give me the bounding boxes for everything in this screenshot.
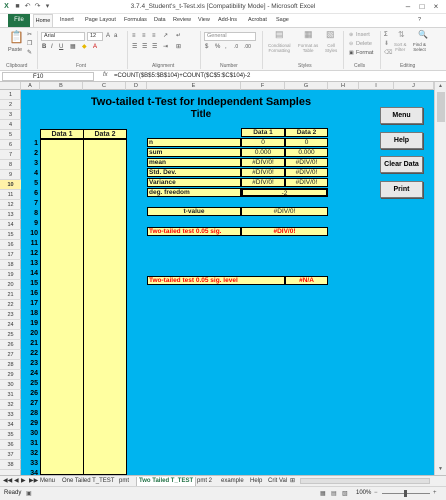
sig-level-label: Two-tailed test 0.05 sig. level [147,276,285,285]
data-row-number: 17 [30,300,38,307]
page-break-view-icon[interactable]: ▧ [342,491,348,497]
tab-page-layout[interactable]: Page Layout [85,17,116,23]
font-name-select[interactable]: Arial [41,32,85,41]
data-row-number: 19 [30,320,38,327]
divider [262,31,263,69]
stat-n-data2[interactable]: 0 [285,138,328,147]
insert-function-icon[interactable]: fx [103,72,108,78]
stat-std-dev-data1[interactable]: #DIV/0! [241,168,285,177]
row-header[interactable]: 26 [0,340,21,350]
sort-filter-button[interactable]: Sort & Filter [394,42,407,52]
deg-freedom-label: deg. freedom [147,188,241,197]
stats-header-data2: Data 2 [285,128,328,137]
column-header-j[interactable]: J [394,82,434,90]
zoom-in-icon[interactable]: + [433,490,437,496]
cell-styles-button[interactable]: Cell Styles [325,43,338,53]
tab-formulas[interactable]: Formulas [124,17,147,23]
data-row-number: 30 [30,430,38,437]
data-row-number: 16 [30,290,38,297]
data-row-number: 5 [34,180,38,187]
stat-mean-data1[interactable]: #DIV/0! [241,158,285,167]
row-header[interactable]: 11 [0,190,21,200]
data-row-number: 34 [30,470,38,475]
title-bar [0,0,446,14]
data-row-number: 24 [30,370,38,377]
row-header[interactable]: 21 [0,290,21,300]
increase-decimal-icon[interactable]: .0 [234,44,239,50]
data-row-number: 14 [30,270,38,277]
row-header[interactable]: 1 [0,90,21,100]
tab-file[interactable]: File [8,14,30,27]
column-header-g[interactable]: G [285,82,328,90]
tab-review[interactable]: Review [173,17,192,23]
column-header-a[interactable]: A [21,82,40,90]
first-sheet-icon[interactable]: ◀◀ [3,478,13,484]
sort-filter-icon[interactable]: ⇅ [398,30,405,39]
next-sheet-icon[interactable]: ▶ [21,478,26,484]
align-top-icon[interactable]: ≡ [132,33,136,39]
divider [380,31,381,69]
fill-icon[interactable]: ⬇ [384,41,390,47]
data-row-number: 23 [30,360,38,367]
tab-acrobat[interactable]: Acrobat [248,17,267,23]
cell-styles-icon[interactable]: ▧ [326,29,335,39]
last-sheet-icon[interactable]: ▶▶ [29,478,39,484]
sheet-tab-pmt-2[interactable]: pmt 2 [197,478,213,484]
row-header[interactable]: 35 [0,430,21,440]
group-label-font: Font [76,63,87,69]
horizontal-scrollbar[interactable] [300,478,430,484]
autosum-icon[interactable]: Σ [384,32,388,38]
row-header[interactable]: 18 [0,260,21,270]
ribbon-tabs [0,14,446,27]
format-as-table-button[interactable]: Format as Table [298,43,319,53]
data-row-number: 29 [30,420,38,427]
scroll-down-icon[interactable]: ▼ [438,466,443,472]
data-row-number: 1 [34,140,38,147]
row-header[interactable]: 32 [0,400,21,410]
row-header[interactable]: 7 [0,150,21,160]
prev-sheet-icon[interactable]: ◀ [14,478,19,484]
group-label-clipboard: Clipboard [6,63,28,69]
data-row-number: 26 [30,390,38,397]
row-header[interactable]: 8 [0,160,21,170]
stats-header-data1: Data 1 [241,128,285,137]
align-left-icon[interactable]: ☰ [132,44,138,50]
data-row-number: 12 [30,250,38,257]
data-row-number: 25 [30,380,38,387]
status-bar [0,486,446,500]
vertical-scrollbar[interactable] [434,82,446,475]
font-size-select[interactable]: 12 [87,32,103,41]
formula-input[interactable]: =COUNT($B$5:$B$104)+COUNT($C$5:$C$104)-2 [114,73,251,79]
undo-icon[interactable]: ↶ [24,3,31,10]
excel-logo-icon: X [4,3,9,10]
row-header[interactable]: 2 [0,100,21,110]
column-headers [0,82,446,90]
divider [127,31,128,69]
row-header[interactable]: 30 [0,380,21,390]
row-header[interactable]: 20 [0,280,21,290]
tab-data[interactable]: Data [154,17,166,23]
border-icon[interactable]: ▦ [70,44,76,50]
data-row-number: 22 [30,350,38,357]
align-middle-icon[interactable]: ≡ [142,33,146,39]
row-header[interactable]: 38 [0,460,21,470]
stat-label-std-dev: Std. Dev. [147,168,241,177]
row-header[interactable]: 36 [0,440,21,450]
divider [37,31,38,69]
tab-view[interactable]: View [198,17,210,23]
column-header-c[interactable]: C [83,82,126,90]
shrink-font-icon[interactable]: a [114,33,118,39]
stat-sum-data2[interactable]: 0.000 [285,148,328,157]
sheet-tab-help[interactable]: Help [250,478,263,484]
orientation-icon[interactable]: ↗ [163,33,169,39]
help-icon[interactable]: ? [418,17,422,23]
insert-button[interactable]: Insert [356,32,370,38]
row-header[interactable]: 37 [0,450,21,460]
stat-sum-data1[interactable]: 0.000 [241,148,285,157]
align-bottom-icon[interactable]: ≡ [152,33,156,39]
data-row-number: 27 [30,400,38,407]
select-all-corner[interactable] [0,82,21,90]
name-box[interactable]: F10 [2,72,94,81]
stat-std-dev-data2[interactable]: #DIV/0! [285,168,328,177]
row-header[interactable]: 14 [0,220,21,230]
find-select-icon[interactable]: 🔍 [418,30,428,39]
sheet-tabs-bar [0,475,446,486]
sheet-tab-crit-val[interactable]: Crit Val [268,478,288,484]
sheet-area [21,90,434,475]
align-right-icon[interactable]: ☰ [152,44,158,50]
row-header[interactable]: 6 [0,140,21,150]
row-header[interactable]: 19 [0,270,21,280]
data-row-number: 6 [34,190,38,197]
indent-icon[interactable]: ⇥ [163,44,169,50]
data-row-number: 13 [30,260,38,267]
bold-icon[interactable]: B [42,44,47,50]
data-row-number: 3 [34,160,38,167]
normal-view-icon[interactable]: ▦ [320,491,326,497]
column-header-h[interactable]: H [328,82,359,90]
decrease-decimal-icon[interactable]: .00 [244,44,251,50]
column-header-d[interactable]: D [126,82,147,90]
menu-button[interactable]: Menu [380,107,423,124]
group-label-editing: Editing [400,63,416,69]
sheet-subtitle: Title [190,109,212,120]
data-row-number: 9 [34,220,38,227]
zoom-level[interactable]: 100% [356,490,372,496]
row-header[interactable]: 33 [0,410,21,420]
scroll-up-icon[interactable]: ▲ [438,83,443,89]
scroll-thumb[interactable] [437,92,445,122]
row-header[interactable]: 22 [0,300,21,310]
data-row-number: 15 [30,280,38,287]
zoom-slider-thumb[interactable] [404,490,407,497]
align-center-icon[interactable]: ☰ [142,44,148,50]
row-header[interactable]: 13 [0,210,21,220]
format-cells-icon[interactable]: ▣ [349,50,354,56]
column-header-b[interactable]: B [40,82,83,90]
t-value-label: t-value [147,207,241,216]
row-header[interactable]: 23 [0,310,21,320]
paste-button[interactable]: Paste [8,47,23,53]
currency-icon[interactable]: $ [205,44,209,50]
row-header[interactable]: 31 [0,390,21,400]
column-header-e[interactable]: E [147,82,241,90]
sheet-tab-pmt[interactable]: pmt [119,478,130,484]
sheet-tab-example[interactable]: example [221,478,244,484]
conditional-formatting-icon[interactable]: ▤ [275,29,284,39]
row-header[interactable]: 4 [0,120,21,130]
data-row-number: 31 [30,440,38,447]
data-row-number: 32 [30,450,38,457]
stat-mean-data2[interactable]: #DIV/0! [285,158,328,167]
minimize-icon[interactable]: – [405,2,411,11]
row-header[interactable]: 9 [0,170,21,180]
clear-icon[interactable]: ⌫ [384,50,393,56]
data-row-number: 20 [30,330,38,337]
data-row-number: 4 [34,170,38,177]
find-select-button[interactable]: Find & Select [413,42,427,52]
row-header[interactable]: 25 [0,330,21,340]
data-row-number: 21 [30,340,38,347]
stat-variance-data2[interactable]: #DIV/0! [285,178,328,187]
delete-button[interactable]: Delete [356,41,372,47]
font-color-icon[interactable]: A [93,44,98,50]
column-header-i[interactable]: I [359,82,394,90]
tab-insert[interactable]: Insert [60,17,74,23]
redo-icon[interactable]: ↷ [34,3,41,10]
data2-input-column[interactable] [83,139,127,475]
maximize-icon[interactable]: □ [419,2,425,11]
group-label-styles: Styles [298,63,312,69]
data1-header: Data 1 [40,129,84,139]
row-header[interactable]: 17 [0,250,21,260]
data-row-number: 2 [34,150,38,157]
stat-variance-data1[interactable]: #DIV/0! [241,178,285,187]
macro-record-icon[interactable]: ▣ [26,491,32,497]
sheet-tab-two-tailed[interactable]: Two Tailed T_TEST [136,477,196,487]
divider [200,31,201,69]
row-header[interactable]: 16 [0,240,21,250]
clear-data-button[interactable]: Clear Data [380,156,423,173]
sheet-tab-menu[interactable]: Menu [40,478,56,484]
column-header-f[interactable]: F [241,82,285,90]
help-button[interactable]: Help [380,132,423,149]
group-label-number: Number [220,63,238,69]
format-button[interactable]: Format [356,50,374,56]
row-header[interactable]: 29 [0,370,21,380]
paste-icon[interactable]: 📋 [9,30,24,44]
row-header[interactable]: 15 [0,230,21,240]
divider [343,31,344,69]
format-as-table-icon[interactable]: ▦ [304,29,313,39]
data-row-number: 7 [34,200,38,207]
two-tailed-sig-label: Two-tailed test 0.05 sig. [147,227,241,236]
close-icon[interactable]: × [433,2,439,11]
sheet-tab-one-tailed[interactable]: One Tailed T_TEST [62,478,115,484]
status-ready: Ready [4,490,22,496]
italic-icon[interactable]: I [51,44,53,50]
tab-add-ins[interactable]: Add-Ins [218,17,237,23]
print-button[interactable]: Print [380,181,423,198]
stat-label-sum: sum [147,148,241,157]
underline-icon[interactable]: U [59,44,64,50]
cut-icon[interactable]: ✂ [27,32,33,38]
t-value-result[interactable]: #DIV/0! [241,207,328,216]
group-label-alignment: Alignment [152,63,175,69]
comma-icon[interactable]: , [225,44,227,50]
data-row-number: 28 [30,410,38,417]
data2-header: Data 2 [83,129,127,139]
number-format-select[interactable]: General [204,32,256,41]
data1-input-column[interactable] [40,139,84,475]
format-painter-icon[interactable]: ✎ [27,50,33,56]
customize-qat-icon[interactable]: ▾ [45,3,50,10]
fill-color-icon[interactable]: ◆ [82,44,87,50]
delete-cells-icon[interactable]: ⊖ [349,41,354,47]
stat-n-data1[interactable]: 0 [241,138,285,147]
ribbon [0,27,446,71]
data-row-number: 10 [30,230,38,237]
insert-cells-icon[interactable]: ⊕ [349,32,354,38]
deg-freedom-value[interactable]: -2 [241,188,328,197]
conditional-formatting-button[interactable]: Conditional Formatting [268,43,291,53]
merge-center-icon[interactable]: ⊞ [176,44,182,50]
data-row-number: 8 [34,210,38,217]
zoom-out-icon[interactable]: − [374,490,378,496]
row-header[interactable]: 24 [0,320,21,330]
copy-icon[interactable]: ❐ [27,41,33,47]
new-sheet-icon[interactable]: ⊞ [290,478,296,484]
row-headers [0,90,21,475]
stat-label-n: n [147,138,241,147]
group-label-cells: Cells [354,63,366,69]
row-header[interactable]: 12 [0,200,21,210]
two-tailed-sig-result[interactable]: #DIV/0! [241,227,328,236]
row-header[interactable]: 10 [0,180,21,190]
row-header[interactable]: 28 [0,360,21,370]
percent-icon[interactable]: % [215,44,221,50]
wrap-text-icon[interactable]: ↵ [176,33,182,39]
tab-sage[interactable]: Sage [276,17,289,23]
stat-label-variance: Variance [147,178,241,187]
sig-level-result[interactable]: #N/A [285,276,328,285]
formula-bar [0,71,446,82]
grow-font-icon[interactable]: A [106,33,111,39]
stat-label-mean: mean [147,158,241,167]
save-icon[interactable]: ■ [15,3,20,10]
page-layout-view-icon[interactable]: ▤ [331,491,337,497]
tab-home[interactable]: Home [33,14,53,27]
row-header[interactable]: 34 [0,420,21,430]
row-header[interactable]: 5 [0,130,21,140]
data-row-number: 11 [30,240,38,247]
sheet-title: Two-tailed t-Test for Independent Samples [90,96,312,108]
data-row-number: 18 [30,310,38,317]
row-header[interactable]: 27 [0,350,21,360]
window-title: 3.7.4_Student's_t-Test.xls [Compatibility Mode] - Microsoft Excel [130,3,316,10]
data-row-number: 33 [30,460,38,467]
row-header[interactable]: 3 [0,110,21,120]
